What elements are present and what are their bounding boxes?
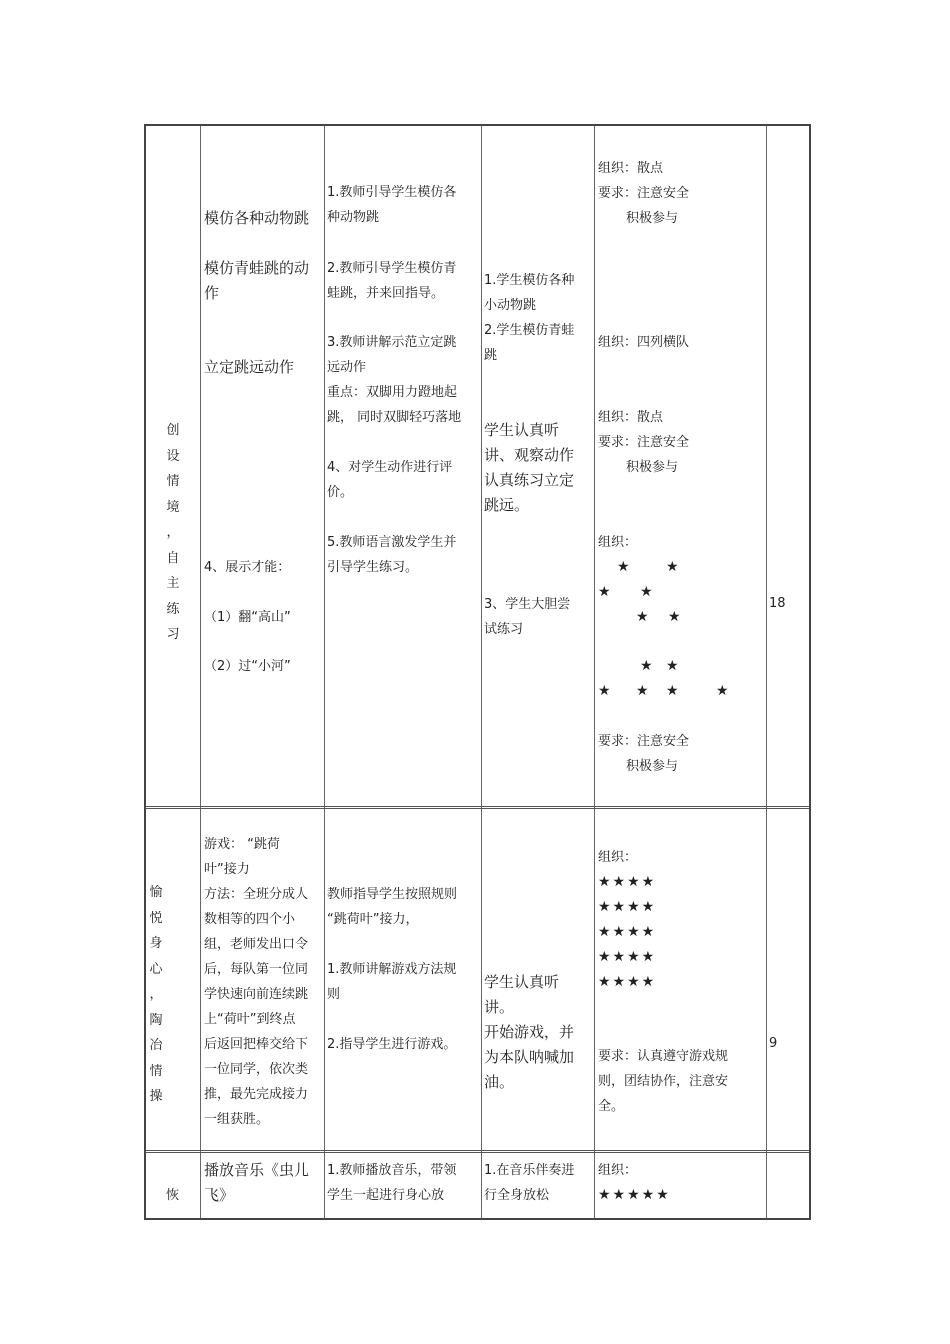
student-text: 试练习 (484, 622, 524, 637)
stage-char: 创 (166, 423, 180, 438)
student-text: 讲、观察动作 (484, 446, 575, 464)
student-text: 1.学生模仿各种 (484, 273, 575, 288)
content-text: 模仿各种动物跳 (204, 209, 310, 227)
org-text: 积极参与 (626, 460, 679, 475)
content-text: 后，每队第一位同 (204, 962, 309, 977)
org-text: 组织： (598, 1163, 638, 1178)
content-text: 方法：全班分成人 (204, 887, 309, 902)
org-text: 积极参与 (626, 759, 679, 774)
org-text: 积极参与 (626, 211, 679, 226)
content-text: 一位同学，依次类 (204, 1062, 309, 1077)
student-text: 小动物跳 (484, 298, 537, 313)
stage-char: 陶 (149, 1012, 163, 1028)
teacher-text: 价。 (327, 485, 354, 500)
teacher-text: 5.教师语言激发学生并 (327, 535, 457, 550)
stage-char: 境 (166, 499, 180, 515)
student-text: 跳远。 (484, 496, 530, 514)
star-icon: ★ (666, 683, 679, 699)
teacher-text: 则 (327, 987, 341, 1002)
stage-label (163, 418, 183, 648)
stage-char: 身 (149, 936, 163, 951)
stage-label (146, 880, 166, 1110)
star-row: ★★★★ (598, 949, 657, 965)
teacher-text: 种动物跳 (327, 210, 380, 225)
stage-char: ， (166, 525, 180, 540)
star-icon: ★ (617, 559, 630, 575)
org-text: 要求：注意安全 (598, 186, 690, 201)
star-row: ★★★★ (598, 899, 657, 915)
student-text: 3、学生大胆尝 (484, 597, 571, 612)
org-text: 组织： (598, 535, 638, 550)
teacher-text: 1.教师播放音乐，带领 (327, 1163, 457, 1178)
teacher-text: 2.指导学生进行游戏。 (327, 1037, 457, 1052)
star-icon: ★ (636, 609, 649, 625)
row-divider (146, 1150, 809, 1153)
teacher-text: 3.教师讲解示范立定跳 (327, 335, 457, 350)
stage-char: 悦 (149, 910, 163, 926)
teacher-text: 学生一起进行身心放 (327, 1188, 445, 1203)
student-text: 讲。 (484, 998, 515, 1016)
org-text: 组织：散点 (598, 161, 664, 176)
time-minutes: 9 (769, 1036, 778, 1051)
org-text: 组织：散点 (598, 410, 664, 425)
column-divider (200, 126, 201, 1218)
star-icon: ★ (668, 609, 681, 625)
org-text: 要求：注意安全 (598, 435, 690, 450)
stage-char: 习 (166, 627, 180, 642)
teacher-text: 教师指导学生按照规则 (327, 887, 458, 902)
student-text: 油。 (484, 1073, 515, 1091)
stage-char: 冶 (149, 1038, 163, 1053)
star-row: ★★★★★ (598, 1187, 671, 1203)
content-text: 上“荷叶”到终点 (204, 1012, 296, 1027)
content-text: （2）过“小河” (204, 659, 291, 674)
teacher-text: 重点：双脚用力蹬地起 (327, 385, 458, 400)
star-icon: ★ (640, 658, 653, 674)
stage-char: 情 (149, 1063, 163, 1079)
content-text: 4、展示才能： (204, 560, 291, 575)
star-icon: ★ (716, 683, 729, 699)
stage-char: 愉 (149, 885, 163, 900)
org-text: 则，团结协作，注意安 (598, 1074, 729, 1089)
student-text: 跳 (484, 348, 498, 363)
org-text: 要求：认真遵守游戏规 (598, 1049, 729, 1064)
content-text: 飞》 (204, 1186, 235, 1204)
star-icon: ★ (636, 683, 649, 699)
content-text: 组，老师发出口令 (204, 937, 309, 952)
teacher-text: “跳荷叶”接力， (327, 912, 419, 927)
teacher-text: 4、对学生动作进行评 (327, 460, 453, 475)
content-text: 学快速向前连续跳 (204, 987, 309, 1002)
star-row: ★★★★ (598, 874, 657, 890)
content-text: 一组获胜。 (204, 1112, 270, 1127)
content-text: 叶”接力 (204, 862, 250, 877)
star-icon: ★ (666, 658, 679, 674)
stage-char: 心 (149, 961, 163, 977)
stage-char: ， (149, 987, 163, 1002)
stage-char: 操 (149, 1089, 163, 1104)
teacher-text: 跳， 同时双脚轻巧落地 (327, 410, 462, 425)
stage-char: 主 (166, 576, 180, 591)
column-divider (481, 126, 482, 1218)
teacher-text: 引导学生练习。 (327, 560, 419, 575)
content-text: 作 (204, 284, 220, 302)
teacher-text: 2.教师引导学生模仿青 (327, 261, 457, 276)
stage-char: 自 (166, 550, 180, 566)
stage-char: 练 (166, 601, 180, 617)
org-text: 组织：四列横队 (598, 335, 690, 350)
student-text: 认真练习立定 (484, 471, 575, 489)
teacher-text: 1.教师引导学生模仿各 (327, 185, 457, 200)
student-text: 开始游戏，并 (484, 1023, 575, 1041)
content-text: 数相等的四个小 (204, 912, 296, 927)
org-text: 全。 (598, 1099, 625, 1114)
column-divider (594, 126, 595, 1218)
star-row: ★★★★ (598, 974, 657, 990)
content-text: （1）翻“高山” (204, 610, 291, 625)
org-text: 组织： (598, 850, 638, 865)
column-divider (324, 126, 325, 1218)
teacher-text: 远动作 (327, 360, 367, 375)
student-text: 行全身放松 (484, 1188, 550, 1203)
org-text: 要求：注意安全 (598, 734, 690, 749)
content-text: 模仿青蛙跳的动 (204, 259, 310, 277)
star-icon: ★ (640, 584, 653, 600)
content-text: 推，最先完成接力 (204, 1087, 309, 1102)
content-text: 游戏： “跳荷 (204, 837, 280, 852)
stage-char: 设 (166, 448, 180, 464)
column-divider (766, 126, 767, 1218)
star-icon: ★ (598, 683, 611, 699)
star-icon: ★ (666, 559, 679, 575)
time-minutes: 18 (769, 596, 786, 611)
content-text: 播放音乐《虫儿 (204, 1161, 310, 1179)
student-text: 学生认真听 (484, 421, 560, 439)
star-icon: ★ (598, 584, 611, 600)
teacher-text: 蛙跳，并来回指导。 (327, 286, 445, 301)
student-text: 学生认真听 (484, 973, 560, 991)
student-text: 2.学生模仿青蛙 (484, 323, 575, 338)
star-row: ★★★★ (598, 924, 657, 940)
teacher-text: 1.教师讲解游戏方法规 (327, 962, 457, 977)
content-text: 后返回把棒交给下 (204, 1037, 309, 1052)
student-text: 为本队呐喊加 (484, 1048, 575, 1066)
stage-char: 情 (166, 474, 180, 489)
row-divider (146, 806, 809, 809)
stage-char: 恢 (166, 1188, 180, 1203)
content-text: 立定跳远动作 (204, 358, 295, 376)
student-text: 1.在音乐伴奏进 (484, 1163, 575, 1178)
